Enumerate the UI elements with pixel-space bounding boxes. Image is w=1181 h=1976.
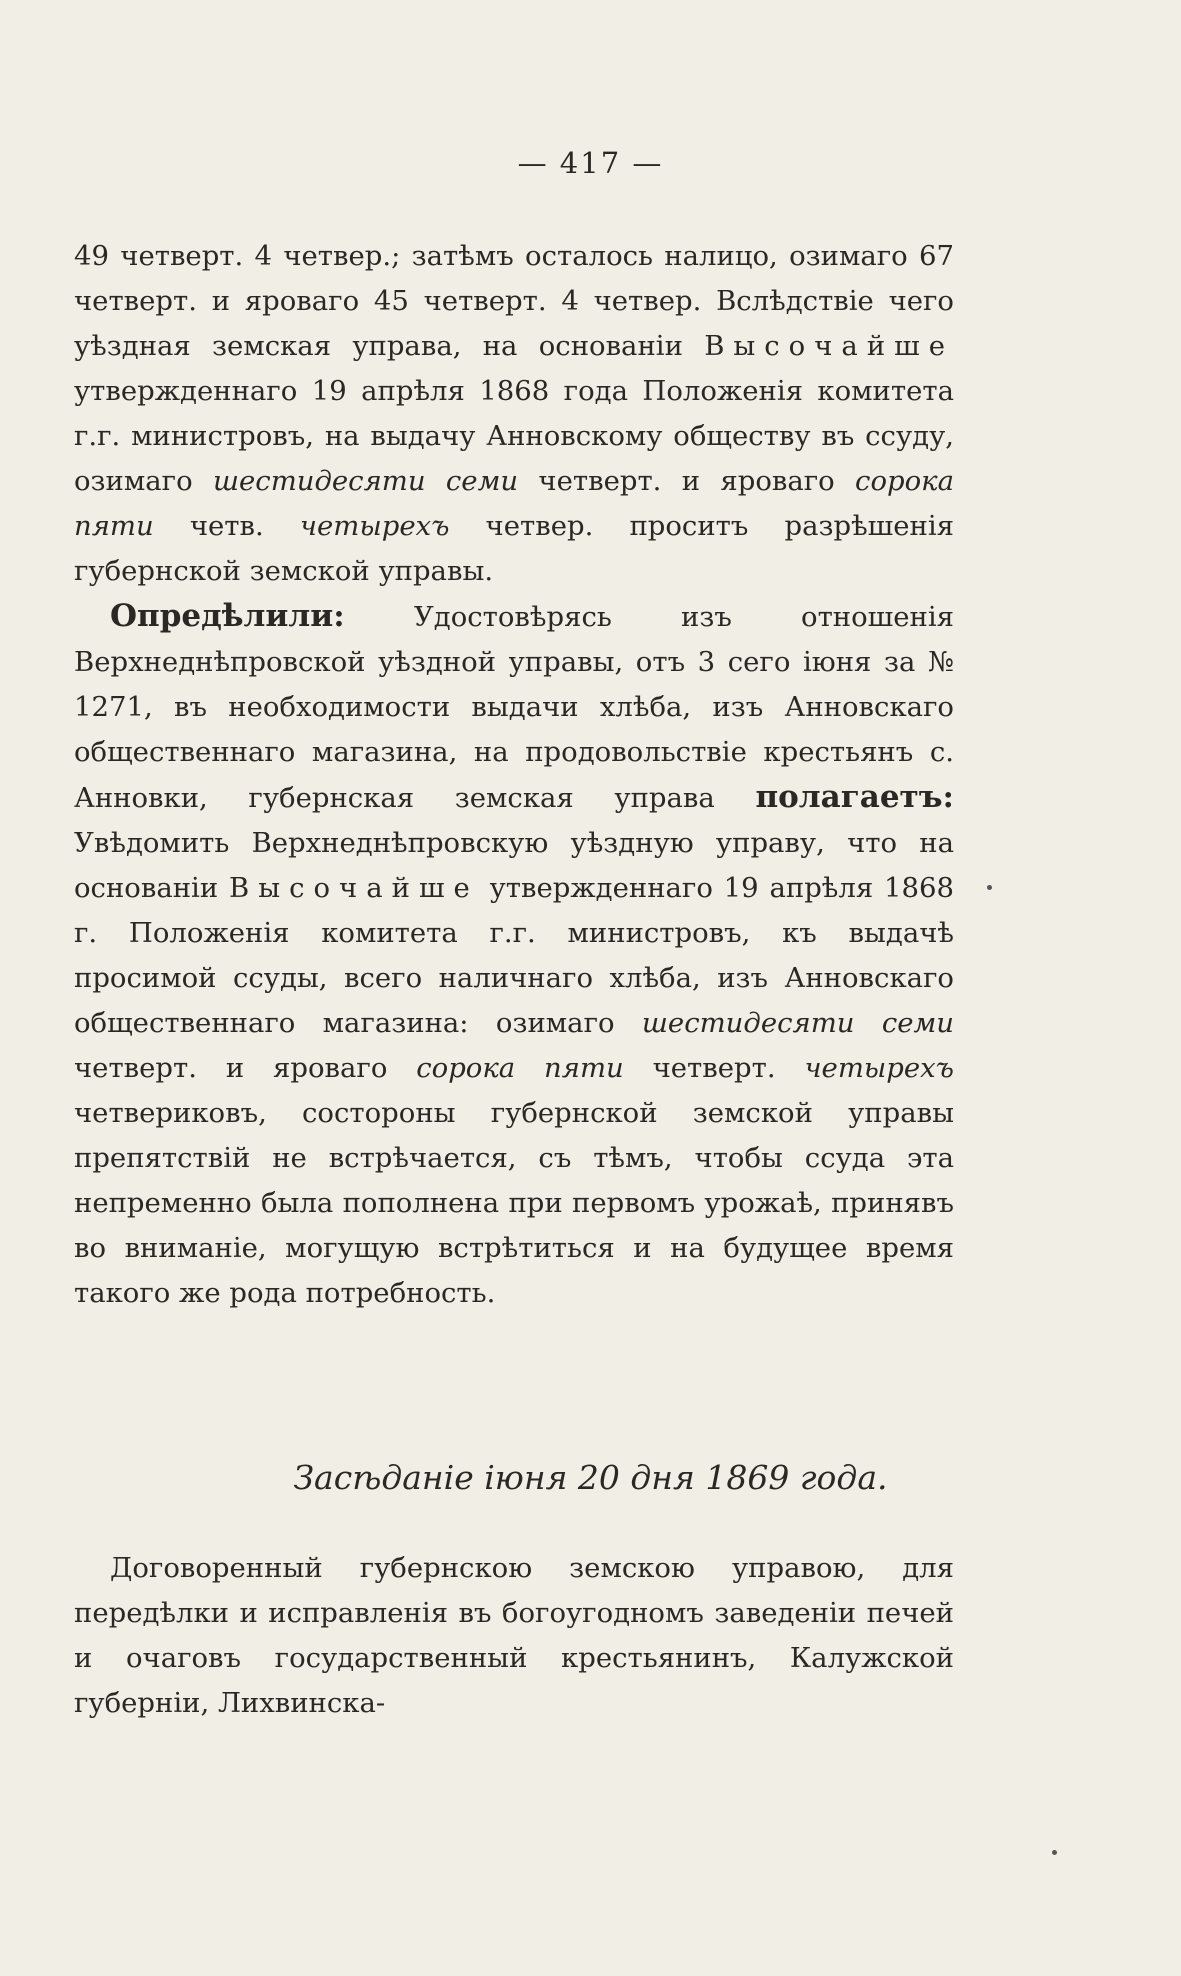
text-block-resolution — [74, 234, 954, 1316]
ink-speck — [1052, 1850, 1057, 1855]
spaced-word: Высочайше — [704, 330, 954, 362]
text-run: четвер. проситъ разрѣшенія губернской земской управы. — [74, 510, 954, 587]
spaced-word: Высочайше — [228, 872, 479, 904]
paragraph-contract: Договоренный губернскою земскою управою, для передѣлки и исправленія въ богоугодномъ заведеніи печей и очаговъ государственный крестьянинъ, Калужской губерніи, Лихвинска- — [74, 1552, 954, 1719]
text-run: четверт. и яроваго — [518, 465, 856, 497]
text-run: четверт. — [623, 1052, 805, 1084]
text-run: утвержденнаго 19 апрѣля 1868 г. Положенія комитета г.г. министровъ, къ выдачѣ просимой ссуды, всего наличнаго хлѣба, изъ Анновскаго общественнаго магазина: озимаго — [74, 872, 954, 1039]
italic-number: сорока пяти — [74, 465, 954, 542]
text-run: утвержденнаго 19 апрѣля 1868 года Положенія комитета г.г. министровъ, на выдачу Анновскому обществу въ ссуду, озимаго — [74, 375, 954, 497]
italic-number: четырехъ — [299, 510, 450, 542]
decided-label: Опредѣлили: — [110, 598, 345, 634]
ink-speck — [987, 885, 992, 890]
text-run: четвериковъ, состороны губернской земской управы препятствій не встрѣчается, съ тѣмъ, чтобы ссуда эта непременно была пополнена при первомъ урожаѣ, принявъ во вниманіе, могущую встрѣтиться и на будущее время такого же рода потребность. — [74, 1097, 954, 1309]
paragraph-decision — [74, 594, 954, 1316]
italic-number: четырехъ — [804, 1052, 955, 1084]
italic-number: шестидесяти семи — [212, 465, 519, 497]
text-run: четв. — [153, 510, 300, 542]
proposes-label: полагаетъ: — [755, 779, 954, 815]
paragraph-request — [74, 234, 954, 594]
text-run: Удостовѣрясь изъ отношенія Верхнеднѣпровской уѣздной управы, отъ 3 сего іюня за № 1271, въ необходимости выдачи хлѣба, изъ Анновскаго общественнаго магазина, на продовольствіе крестьянъ с. Анновки, губернская земская управа — [74, 601, 954, 814]
page-number-header: — 417 — — [517, 146, 664, 180]
text-run: 49 четверт. 4 четвер.; затѣмъ осталось налицо, озимаго 67 четверт. и яроваго 45 четверт. 4 четвер. Вслѣдствіе чего уѣздная земская управа, на основаніи — [74, 240, 954, 362]
session-heading: Засѣданіе іюня 20 дня 1869 года. — [293, 1458, 888, 1497]
text-block-next-session — [74, 1546, 954, 1726]
text-run: Увѣдомить Верхнеднѣпровскую уѣздную управу, что на основаніи — [74, 827, 954, 904]
italic-number: сорока пяти — [416, 1052, 624, 1084]
italic-number: шестидесяти семи — [641, 1007, 955, 1039]
text-run: четверт. и яроваго — [74, 1052, 417, 1084]
